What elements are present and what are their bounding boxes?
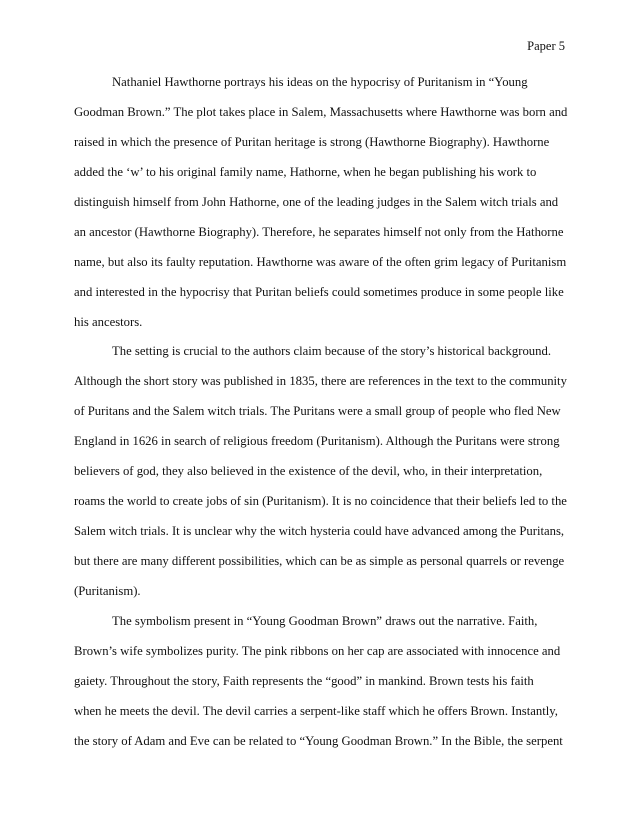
text-line: (Puritanism). (74, 583, 141, 598)
text-line: of Puritans and the Salem witch trials. The Puritans were a small group of people who fled New (74, 404, 561, 419)
text-line: distinguish himself from John Hathorne, one of the leading judges in the Salem witch trials and (74, 194, 559, 209)
paragraph-setting (74, 337, 566, 606)
text-line: Goodman Brown.” The plot takes place in Salem, Massachusetts where Hawthorne was born and (74, 104, 568, 119)
text-line: Brown’s wife symbolizes purity. The pink ribbons on her cap are associated with innocence and (74, 643, 561, 658)
text-line: raised in which the presence of Puritan heritage is strong (Hawthorne Biography). Hawthorne (74, 134, 550, 149)
text-line: name, but also its faulty reputation. Hawthorne was aware of the often grim legacy of Puritanism (74, 254, 567, 269)
text-line: Salem witch trials. It is unclear why the witch hysteria could have advanced among the Puritans, (74, 524, 565, 539)
text-line: roams the world to create jobs of sin (Puritanism). It is no coincidence that their beliefs led to the (74, 494, 567, 509)
text-line: when he meets the devil. The devil carries a serpent-like staff which he offers Brown. Instantly, (74, 703, 558, 718)
page-number-header: Paper 5 (527, 39, 565, 53)
text-line: Nathaniel Hawthorne portrays his ideas on the hypocrisy of Puritanism in “Young (112, 75, 528, 89)
text-line: Although the short story was published in 1835, there are references in the text to the community (74, 374, 567, 389)
text-line: gaiety. Throughout the story, Faith represents the “good” in mankind. Brown tests his faith (74, 673, 534, 688)
text-line: and interested in the hypocrisy that Puritan beliefs could sometimes produce in some people like (74, 284, 564, 299)
text-line: an ancestor (Hawthorne Biography). Therefore, he separates himself not only from the Hathorne (74, 224, 564, 239)
text-line: the story of Adam and Eve can be related to “Young Goodman Brown.” In the Bible, the serpent (74, 733, 563, 748)
text-line: The symbolism present in “Young Goodman Brown” draws out the narrative. Faith, (112, 613, 538, 628)
text-line: The setting is crucial to the authors claim because of the story’s historical background. (112, 344, 552, 359)
essay-body (74, 68, 566, 757)
text-line: his ancestors. (74, 314, 143, 329)
text-line: but there are many different possibilities, which can be as simple as personal quarrels or revenge (74, 554, 565, 568)
paragraph-symbolism (74, 607, 566, 757)
text-line: believers of god, they also believed in the existence of the devil, who, in their interpretation, (74, 464, 543, 479)
text-line: England in 1626 in search of religious freedom (Puritanism). Although the Puritans were strong (74, 434, 560, 449)
text-line: added the ‘w’ to his original family name, Hathorne, when he began publishing his work to (74, 164, 537, 179)
paragraph-hawthorne-intro (74, 68, 566, 337)
